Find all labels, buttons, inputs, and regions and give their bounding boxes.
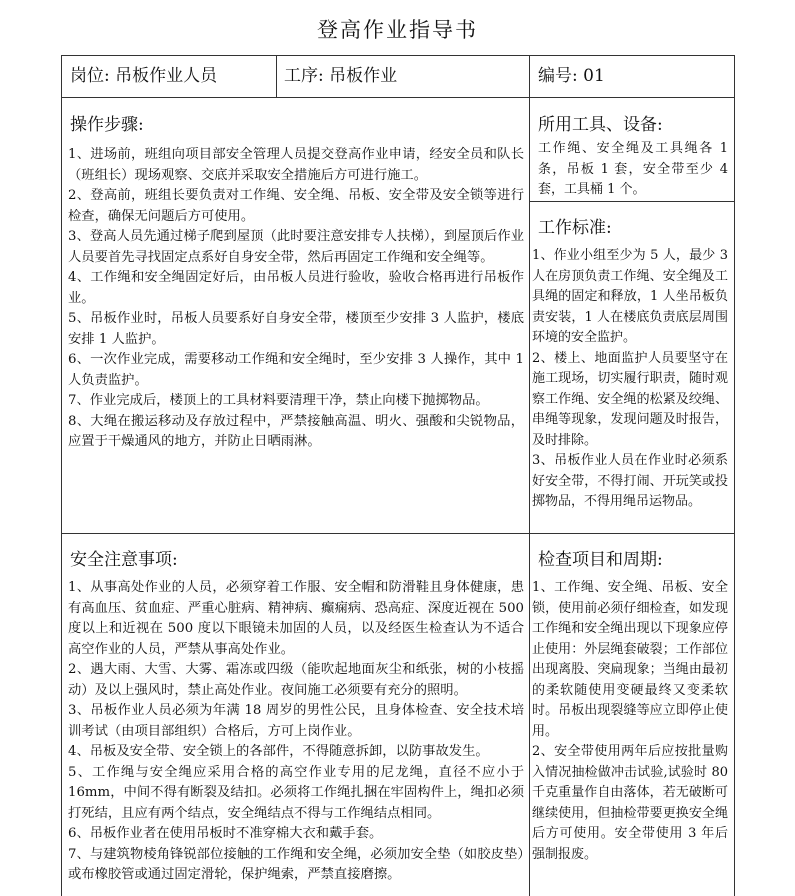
tools-divider [529, 201, 734, 202]
step-item: 5、吊板作业时，吊板人员要系好自身安全带，楼顶至少安排 3 人监护，楼底安排 1 人监护。 [68, 311, 524, 347]
step-item: 6、一次作业完成，需要移动工作绳和安全绳时，至少安排 3 人操作，其中 1 人负责监护。 [68, 352, 524, 388]
process-cell: 工序: 吊板作业 [284, 66, 398, 86]
step-item: 2、登高前，班组长要负责对工作绳、安全绳、吊板、安全带及安全锁等进行检查，确保无问题后方可使用。 [68, 188, 524, 224]
safety-list [68, 578, 524, 886]
number-cell: 编号: 01 [538, 66, 605, 86]
step-item: 7、作业完成后，楼顶上的工具材料要清理干净，禁止向楼下抛掷物品。 [68, 393, 489, 408]
tools-text: 工作绳、安全绳及工具绳各 1 条，吊板 1 套，安全带至少 4 套，工具桶 1 个。 [538, 141, 728, 197]
inspection-title: 检查项目和周期: [538, 550, 663, 570]
column-divider [529, 56, 530, 896]
header-divider [276, 56, 277, 97]
inspection-list [532, 578, 728, 865]
standard-title: 工作标准: [538, 218, 612, 238]
safety-item: 4、吊板及安全带、安全锁上的各部件，不得随意拆卸，以防事故发生。 [68, 744, 489, 759]
inspection-item: 1、工作绳、安全绳、吊板、安全锁，使用前必须仔细检查，如发现工作绳和安全绳出现以下现象应停止使用：外层绳套破裂；工作部位出现离股、突扁现象；当绳由最初的柔软随使用变硬最终又变柔软时。吊板出现裂缝等应立即停止使用。 [532, 580, 728, 739]
steps-title: 操作步骤: [70, 115, 144, 135]
step-item: 8、大绳在搬运移动及存放过程中，严禁接触高温、明火、强酸和尖锐物品，应置于干燥通风的地方，并防止日晒雨淋。 [68, 413, 524, 449]
standard-item: 3、吊板作业人员在作业时必须系好安全带，不得打闹、开玩笑或投掷物品，不得用绳吊运物品。 [532, 453, 728, 509]
standard-item: 2、楼上、地面监护人员要坚守在施工现场，切实履行职责，随时观察工作绳、安全绳的松紧及绞绳、串绳等现象，发现问题及时报告，及时排除。 [532, 350, 728, 448]
safety-item: 5、工作绳与安全绳应采用合格的高空作业专用的尼龙绳，直径不应小于 16mm，中间不得有断裂及结扣。必须将工作绳扎捆在牢固构件上，绳扣必须打死结，且应有两个结点，安全绳结点不得与工作绳结点相同。 [68, 764, 524, 821]
step-item: 1、进场前，班组向项目部安全管理人员提交登高作业申请，经安全员和队长（班组长）现场观察、交底并采取安全措施后方可进行施工。 [68, 147, 524, 183]
safety-item: 7、与建筑物棱角锋锐部位接触的工作绳和安全绳，必须加安全垫（如胶皮垫）或布橡胶管或通过固定滑轮，保护绳索，严禁直接磨擦。 [68, 846, 524, 882]
steps-list [68, 145, 524, 453]
left-section-divider [62, 533, 529, 534]
right-section-divider [529, 533, 734, 534]
safety-item: 6、吊板作业者在使用吊板时不准穿棉大衣和戴手套。 [68, 826, 383, 841]
inspection-item: 2、安全带使用两年后应按批量购入情况抽检做冲击试验,试验时 80 千克重量作自由落体，若无破断可继续使用，但抽检带要更换安全绳后方可使用。安全带使用 3 年后强制报废。 [532, 744, 728, 862]
standard-item: 1、作业小组至少为 5 人，最少 3 人在房顶负责工作绳、安全绳及工具绳的固定和释放，1 人坐吊板负责安装，1 人在楼底负责底层周围环境的安全监护。 [532, 248, 728, 345]
safety-title: 安全注意事项: [70, 550, 178, 570]
post-cell: 岗位: 吊板作业人员 [70, 66, 218, 86]
safety-item: 1、从事高处作业的人员，必须穿着工作服、安全帽和防滑鞋且身体健康，患有高血压、贫血症、严重心脏病、精神病、癫痫病、恐高症、深度近视在 500 度以上和近视在 500 度以下眼镜未加固的人员，以及经医生检查认为不适合高空作业的人员，严禁从事高处作业。 [68, 580, 524, 657]
step-item: 4、工作绳和安全绳固定好后，由吊板人员进行验收，验收合格再进行吊板作业。 [68, 270, 524, 306]
instruction-sheet [61, 55, 735, 896]
safety-item: 3、吊板作业人员必须为年满 18 周岁的男性公民，且身体检查、安全技术培训考试（由项目部组织）合格后，方可上岗作业。 [68, 703, 524, 739]
step-item: 3、登高人员先通过梯子爬到屋顶（此时要注意安排专人扶梯），到屋顶后作业人员要首先寻找固定点系好自身安全带，然后再固定工作绳和安全绳等。 [68, 229, 524, 265]
tools-title: 所用工具、设备: [538, 115, 663, 135]
standard-list [532, 246, 728, 513]
header-row [62, 56, 734, 98]
document-title: 登高作业指导书 [317, 18, 478, 42]
safety-item: 2、遇大雨、大雪、大雾、霜冻或四级（能吹起地面灰尘和纸张，树的小枝摇动）及以上强风时，禁止高处作业。夜间施工必须要有充分的照明。 [68, 662, 524, 698]
